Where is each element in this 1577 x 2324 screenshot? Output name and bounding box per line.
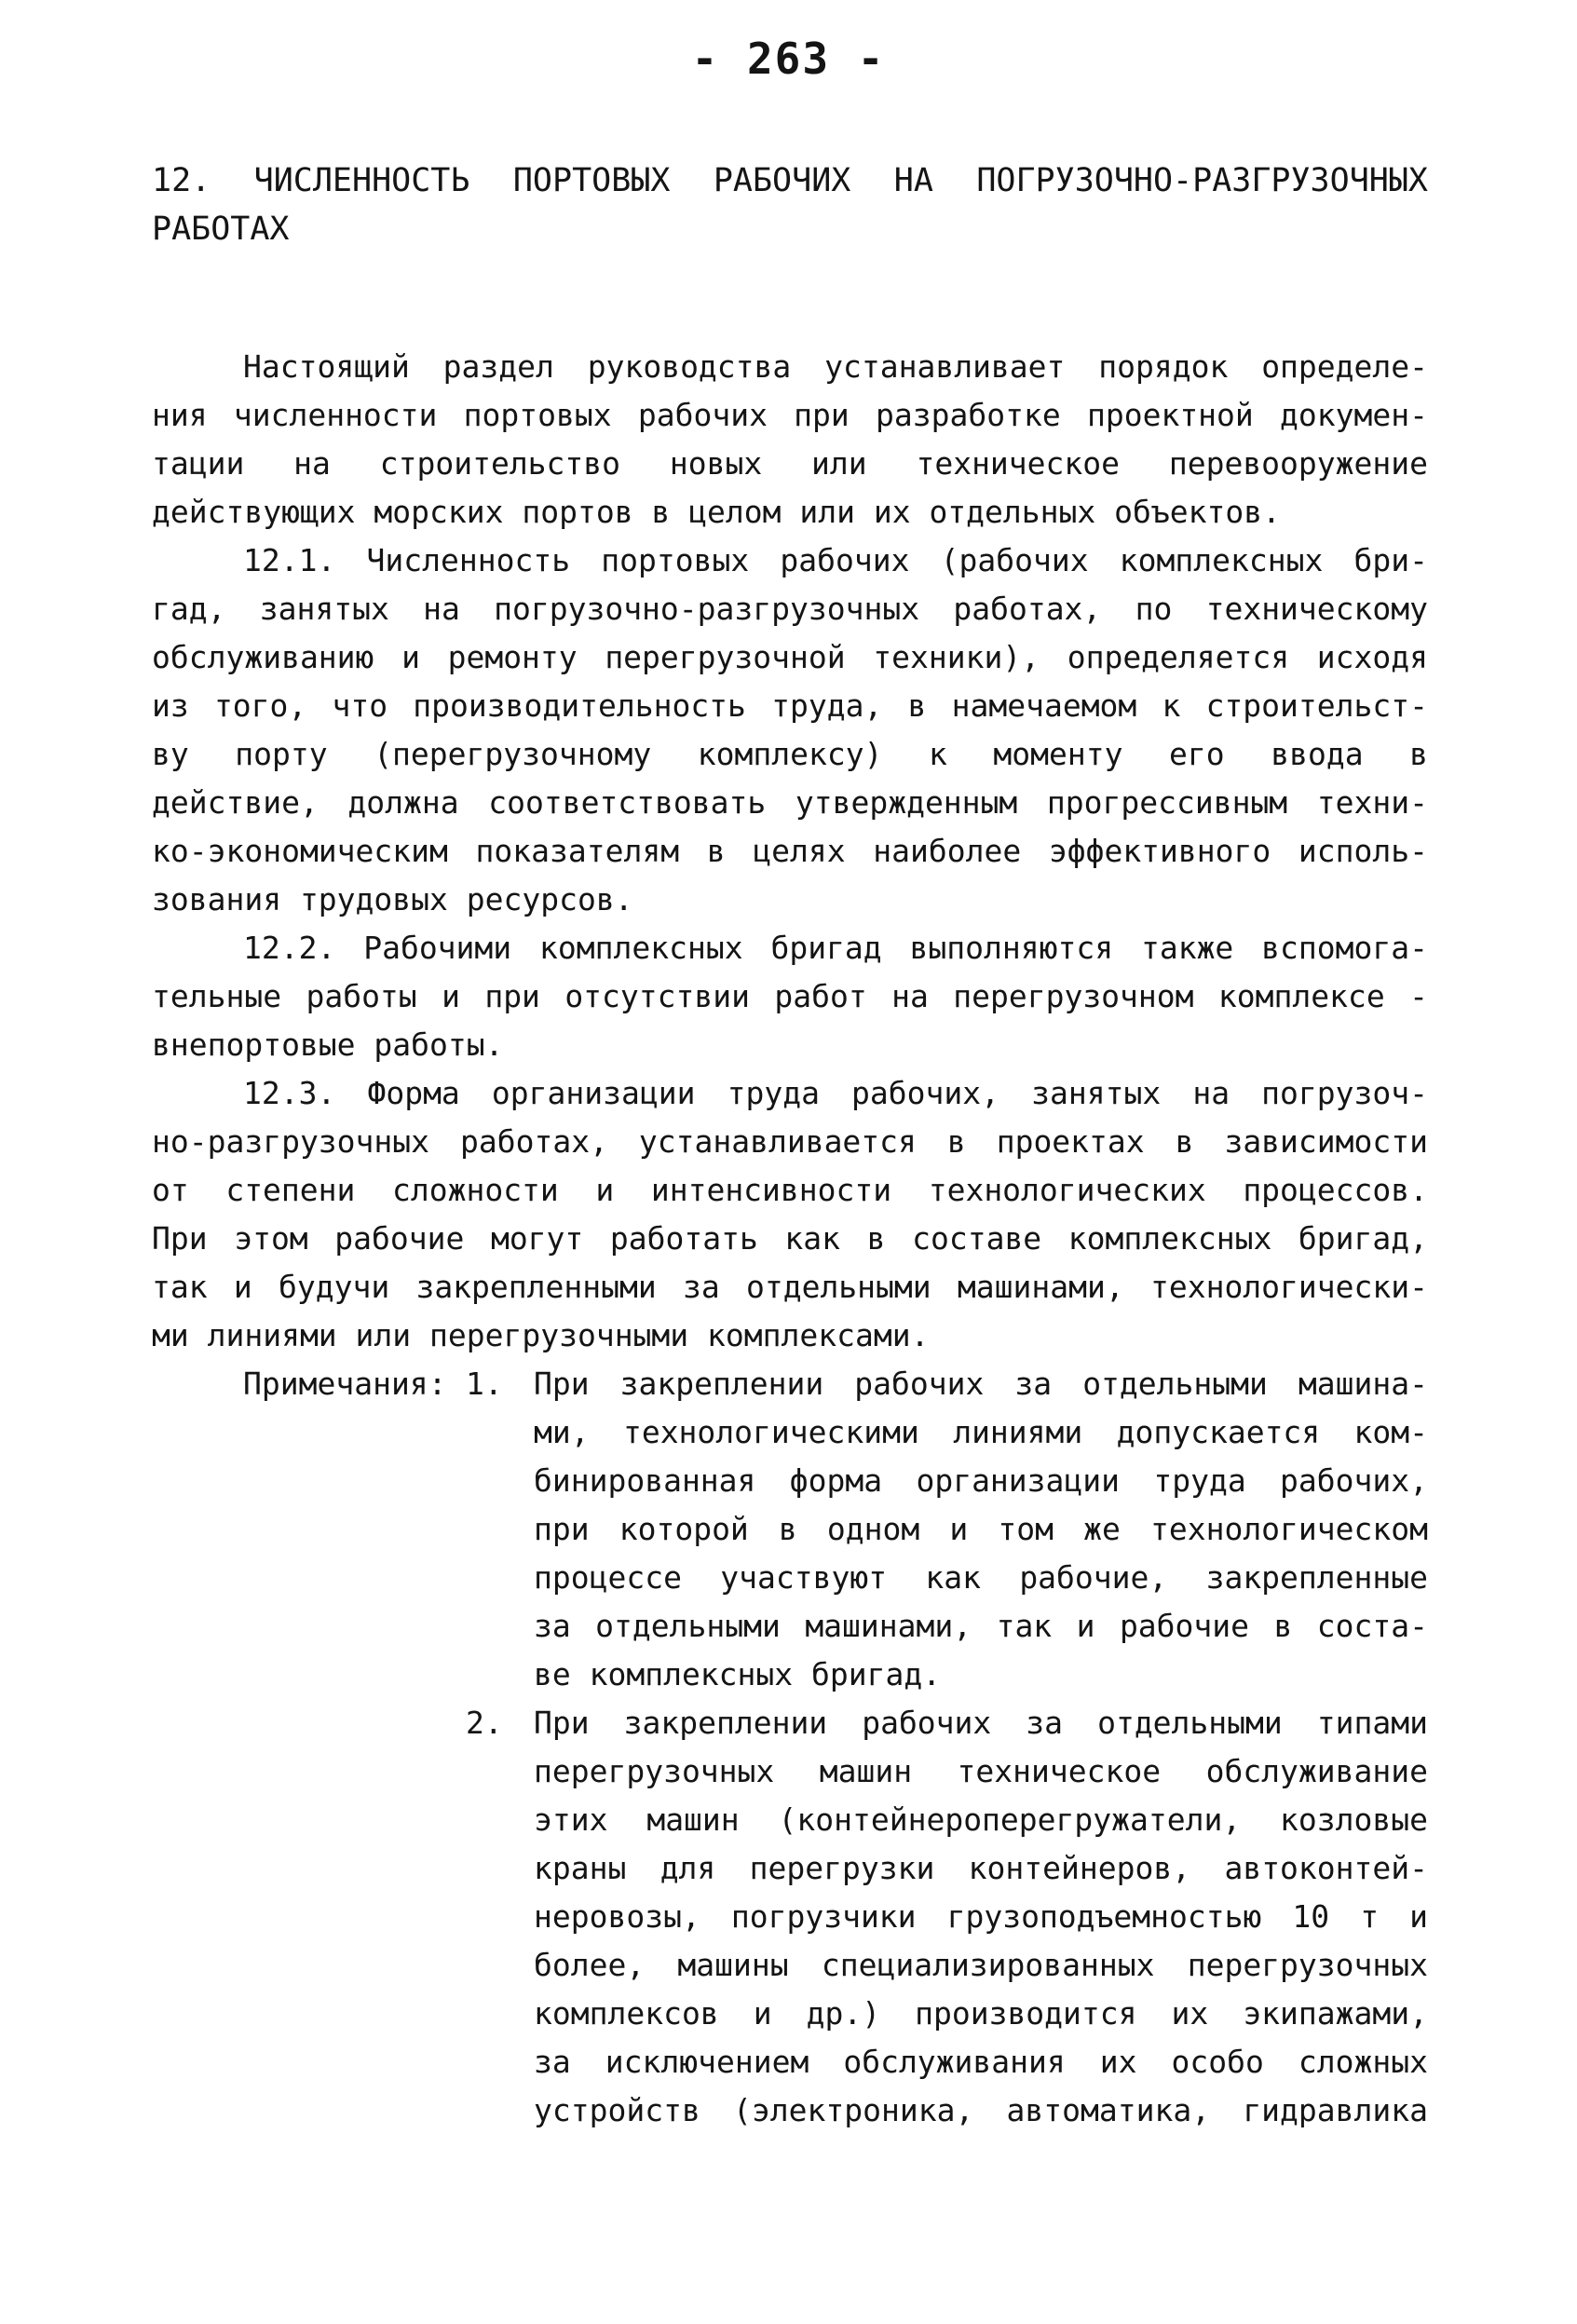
note-line: за исключением обслуживания их особо сложных	[534, 2044, 1428, 2080]
text-line: ко-экономическим показателям в целях наиболее эффективного исполь-	[152, 833, 1428, 869]
note-line: краны для перегрузки контейнеров, автоконтей-	[534, 1850, 1428, 1886]
note-line: процессе участвуют как рабочие, закрепленные	[534, 1559, 1428, 1596]
paragraph-12-3	[152, 1069, 1428, 1360]
note-line: перегрузочных машин техническое обслуживание	[534, 1753, 1428, 1789]
note-line: этих машин (контейнероперегружатели, козловые	[534, 1801, 1428, 1838]
section-heading	[152, 156, 1428, 253]
note-line: При закреплении рабочих за отдельными типами	[534, 1705, 1428, 1741]
page-number: - 263 -	[691, 34, 886, 84]
note-line: при которой в одном и том же технологическом	[534, 1511, 1428, 1547]
text-line: Настоящий раздел руководства устанавливает порядок определе-	[243, 348, 1428, 385]
note-line: за отдельными машинами, так и рабочие в соста-	[534, 1608, 1428, 1644]
text-line: 12.3. Форма организации труда рабочих, занятых на погрузоч-	[243, 1075, 1428, 1111]
text-line: тации на строительство новых или техническое перевооружение	[152, 445, 1428, 482]
section-heading-line-2: РАБОТАХ	[152, 211, 290, 248]
text-line: от степени сложности и интенсивности технологических процессов.	[152, 1172, 1428, 1208]
text-line: но-разгрузочных работах, устанавливается в проектах в зависимости	[152, 1123, 1428, 1160]
text-line: внепортовые работы.	[152, 1026, 504, 1063]
notes-block	[152, 1360, 1428, 2135]
text-line: ву порту (перегрузочному комплексу) к моменту его ввода в	[152, 736, 1428, 772]
note-number: 1.	[466, 1366, 503, 1402]
note-line: устройств (электроника, автоматика, гидравлика	[534, 2092, 1428, 2128]
note-item-2	[152, 1699, 1428, 2135]
note-line: неровозы, погрузчики грузоподъемностью 10 т и	[534, 1898, 1428, 1935]
text-line: ния численности портовых рабочих при разработке проектной докумен-	[152, 397, 1428, 433]
text-line: действие, должна соответствовать утвержденным прогрессивным техни-	[152, 784, 1428, 821]
notes-label: Примечания:	[243, 1366, 447, 1402]
text-line: гад, занятых на погрузочно-разгрузочных работах, по техническому	[152, 591, 1428, 627]
text-line: из того, что производительность труда, в намечаемом к строительст-	[152, 687, 1428, 724]
note-line: ве комплексных бригад.	[534, 1656, 942, 1692]
text-line: ми линиями или перегрузочными комплексами.	[152, 1317, 930, 1353]
text-line: тельные работы и при отсутствии работ на перегрузочном комплексе -	[152, 978, 1428, 1014]
text-line: При этом рабочие могут работать как в составе комплексных бригад,	[152, 1220, 1428, 1257]
text-line: 12.1. Численность портовых рабочих (рабочих комплексных бри-	[243, 542, 1428, 578]
text-line: зования трудовых ресурсов.	[152, 881, 633, 917]
text-line: действующих морских портов в целом или их отдельных объектов.	[152, 494, 1281, 530]
paragraph-12-1	[152, 537, 1428, 924]
page-content	[152, 156, 1428, 2135]
text-line: так и будучи закрепленными за отдельными машинами, технологически-	[152, 1269, 1428, 1305]
section-heading-line-1: 12. ЧИСЛЕННОСТЬ ПОРТОВЫХ РАБОЧИХ НА ПОГРУЗОЧНО-РАЗГРУЗОЧНЫХ	[152, 162, 1428, 199]
intro-paragraph	[152, 343, 1428, 537]
text-line: 12.2. Рабочими комплексных бригад выполняются также вспомога-	[243, 930, 1428, 966]
note-number: 2.	[466, 1705, 503, 1741]
note-item-1	[152, 1360, 1428, 1699]
note-line: ми, технологическими линиями допускается ком-	[534, 1414, 1428, 1450]
note-line: комплексов и др.) производится их экипажами,	[534, 1995, 1428, 2032]
note-line: более, машины специализированных перегрузочных	[534, 1947, 1428, 1983]
text-line: обслуживанию и ремонту перегрузочной техники), определяется исходя	[152, 639, 1428, 675]
paragraph-12-2	[152, 924, 1428, 1069]
note-line: бинированная форма организации труда рабочих,	[534, 1462, 1428, 1499]
note-line: При закреплении рабочих за отдельными машина-	[534, 1366, 1428, 1402]
